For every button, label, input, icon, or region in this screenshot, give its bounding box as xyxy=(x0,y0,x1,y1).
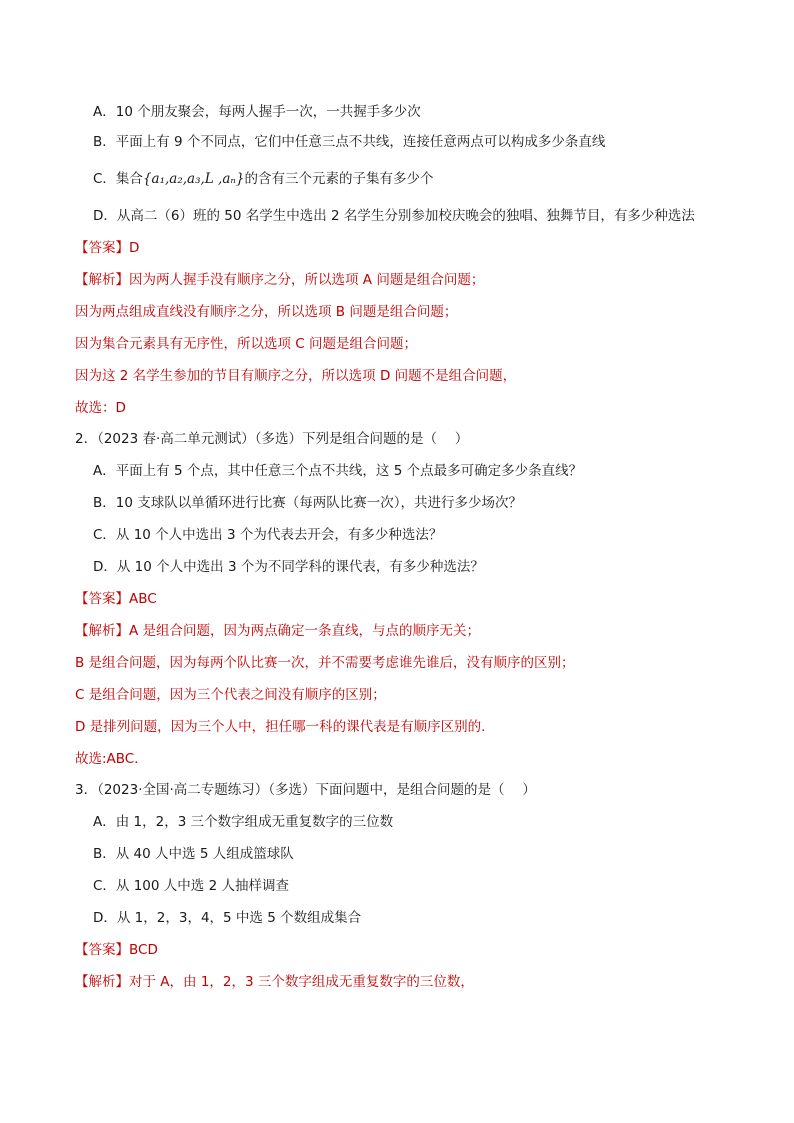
q1-option-c xyxy=(93,170,433,188)
q2-analysis-text-1: A 是组合问题，因为两点确定一条直线，与点的顺序无关； xyxy=(129,623,481,639)
q1-answer-value: D xyxy=(129,240,140,256)
q2-answer xyxy=(75,590,157,608)
q1-analysis-line-3: 因为集合元素具有无序性，所以选项 C 问题是组合问题； xyxy=(75,336,418,352)
q1-answer xyxy=(75,239,139,257)
q1-analysis-line-4: 因为这 2 名学生参加的节目有顺序之分，所以选项 D 问题不是组合问题， xyxy=(75,368,517,384)
q3-option-b: B．从 40 人中选 5 人组成篮球队 xyxy=(93,846,294,862)
q2-conclusion: 故选:ABC． xyxy=(75,751,148,767)
q3-answer-value: BCD xyxy=(129,942,158,958)
q2-answer-label: 【答案】 xyxy=(75,591,129,607)
q1-conclusion: 故选：D xyxy=(75,400,126,416)
q3-analysis-label: 【解析】 xyxy=(75,974,129,990)
q2-option-b: B．10 支球队以单循环进行比赛（每两队比赛一次），共进行多少场次？ xyxy=(93,495,522,511)
q2-analysis-label: 【解析】 xyxy=(75,623,129,639)
q1-analysis-label: 【解析】 xyxy=(75,272,129,288)
q3-option-a: A．由 1，2，3 三个数字组成无重复数字的三位数 xyxy=(93,814,394,830)
q1-analysis-line-1 xyxy=(75,271,484,289)
q2-analysis-line-4: D 是排列问题，因为三个人中，担任哪一科的课代表是有顺序区别的. xyxy=(75,719,486,735)
q1-option-c-suffix: 的含有三个元素的子集有多少个 xyxy=(244,171,434,187)
q2-stem: 2．（2023 春·高二单元测试）（多选）下列是组合问题的是（ ） xyxy=(75,431,469,447)
q1-option-a: A．10 个朋友聚会，每两人握手一次，一共握手多少次 xyxy=(93,104,421,120)
q1-option-c-set: {a₁,a₂,a₃,L ,aₙ} xyxy=(142,171,245,187)
q2-option-c: C．从 10 个人中选出 3 个为代表去开会，有多少种选法？ xyxy=(93,527,443,543)
q2-answer-value: ABC xyxy=(129,591,157,607)
q1-analysis-line-2: 因为两点组成直线没有顺序之分，所以选项 B 问题是组合问题； xyxy=(75,304,458,320)
q1-option-c-prefix: C．集合 xyxy=(93,171,143,187)
q2-analysis-line-3: C 是组合问题，因为三个代表之间没有顺序的区别； xyxy=(75,687,386,703)
q3-stem: 3．（2023·全国·高二专题练习）（多选）下面问题中，是组合问题的是（ ） xyxy=(75,782,536,798)
q3-answer-label: 【答案】 xyxy=(75,942,129,958)
q1-option-d: D．从高二（6）班的 50 名学生中选出 2 名学生分别参加校庆晚会的独唱、独舞节目，有多少种选法 xyxy=(93,208,695,224)
q1-analysis-text-1: 因为两人握手没有顺序之分，所以选项 A 问题是组合问题； xyxy=(129,272,485,288)
q3-option-c: C．从 100 人中选 2 人抽样调查 xyxy=(93,878,289,894)
q1-answer-label: 【答案】 xyxy=(75,240,129,256)
q1-option-b: B．平面上有 9 个不同点，它们中任意三点不共线，连接任意两点可以构成多少条直线 xyxy=(93,134,606,150)
q2-analysis-line-2: B 是组合问题，因为每两个队比赛一次，并不需要考虑谁先谁后，没有顺序的区别； xyxy=(75,655,575,671)
q3-analysis-line-1 xyxy=(75,973,474,991)
q2-option-a: A．平面上有 5 个点，其中任意三个点不共线，这 5 个点最多可确定多少条直线？ xyxy=(93,463,583,479)
q3-answer xyxy=(75,941,158,959)
q2-option-d: D．从 10 个人中选出 3 个为不同学科的课代表，有多少种选法？ xyxy=(93,559,484,575)
q3-analysis-text-1: 对于 A，由 1，2，3 三个数字组成无重复数字的三位数， xyxy=(129,974,474,990)
q2-analysis-line-1 xyxy=(75,622,480,640)
q3-option-d: D．从 1，2，3，4，5 中选 5 个数组成集合 xyxy=(93,910,362,926)
